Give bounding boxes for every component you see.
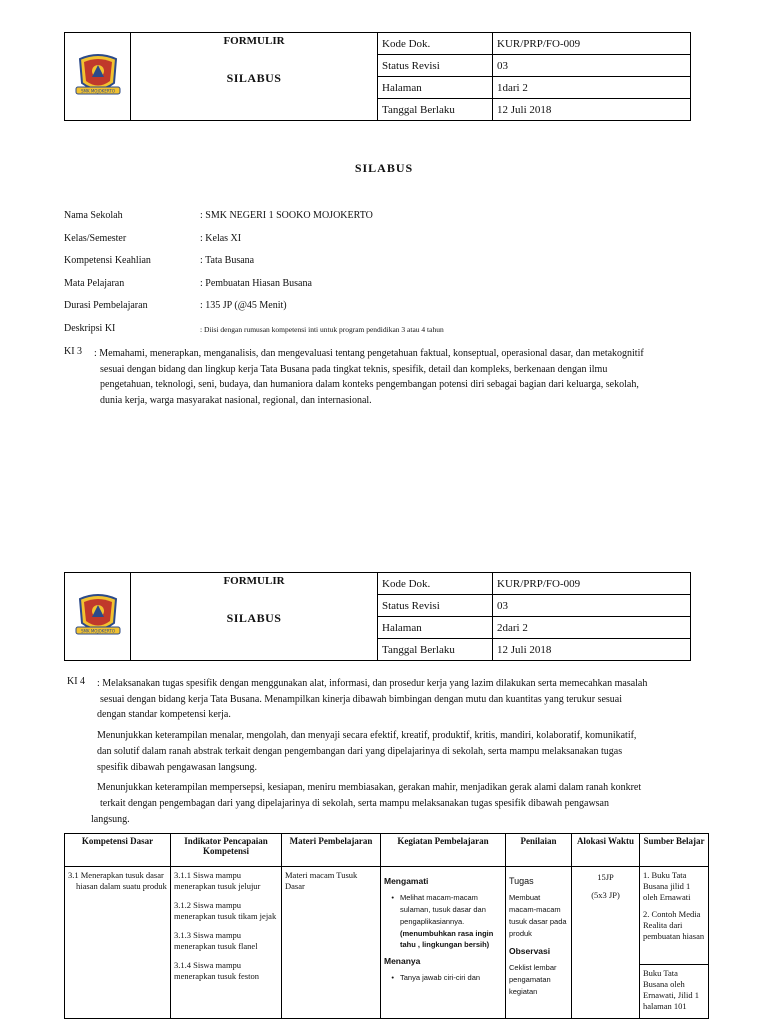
header-key: Kode Dok. [378,573,493,595]
alokasi-total: 15JP [597,872,614,882]
header-value: KUR/PRP/FO-009 [493,33,691,55]
form-header-1 [64,32,691,121]
materi-text: Materi macam Tusuk Dasar [285,870,358,891]
indikator-item: 3.1.3 Siswa mampu menerapkan tusuk flanel [174,930,258,951]
sumber-item: Buku Tata Busana oleh Ernawati, Jilid 1 halaman 101 [643,968,699,1011]
header-key: Status Revisi [378,55,493,77]
ki3-label: KI 3 [64,346,83,357]
paragraph-line: spesifik dibawah pengawasan langsung. [97,762,257,773]
paragraph-line: terkait dengan pengembagan dari yang dipelajarinya di sekolah, serta mampu melaksanakan tugas spesifik dibawah pengawsan [100,798,609,809]
header-value: KUR/PRP/FO-009 [493,573,691,595]
column-header: Penilaian [506,834,572,867]
column-header: Kompetensi Dasar [65,834,171,867]
skill-paragraph-2 [91,780,737,828]
info-label: Mata Pelajaran [64,277,125,289]
info-row [64,323,684,346]
column-header: Indikator Pencapaian Kompetensi [171,834,282,867]
list-item [384,892,502,928]
info-label: Durasi Pembelajaran [64,300,148,311]
sumber-item: 2. Contoh Media Realita dari pembuatan hiasan [643,909,705,941]
info-label: Nama Sekolah [64,210,123,221]
header-key: Halaman [378,77,493,99]
paragraph-line: Menunjukkan keterampilan mempersepsi, kesiapan, meniru membiasakan, gerakan mahir, menjadikan gerak alami dalam ranah konkret [97,782,642,793]
paragraph-line: langsung. [91,814,130,825]
info-row [64,233,684,256]
document-title: SILABUS [354,161,414,175]
kd-cell [65,867,171,1019]
header-value: 12 Juli 2018 [493,639,691,661]
info-value: : Tata Busana [200,255,255,266]
menanya-heading: Menanya [384,956,421,966]
header-key: Halaman [378,617,493,639]
tugas-text: Membuat macam-macam tusuk dasar pada produk [509,893,567,938]
kegiatan-cell [381,867,506,1019]
indikator-item: 3.1.4 Siswa mampu menerapkan tusuk feston [174,960,259,981]
observasi-text: Ceklist lembar pengamatan kegiatan [509,963,557,996]
mengamati-note: (menumbuhkan rasa ingin tahu , lingkungan bersih) [400,929,494,949]
column-header: Kegiatan Pembelajaran [381,834,506,867]
title-cell [131,33,378,121]
info-label: Deskripsi KI [64,322,116,334]
penilaian-cell [506,867,572,1019]
school-emblem-icon [70,53,126,97]
indikator-item: 3.1.1 Siswa mampu menerapkan tusuk jelujur [174,870,261,891]
ki4-text [97,676,737,723]
bullet-icon: • [391,973,394,982]
ki4-line: : Melaksanakan tugas spesifik dengan menggunakan alat, informasi, dan prosedur kerja yang lazim dilakukan serta memecahkan masalah [97,678,648,689]
logo-cell [65,573,131,661]
school-emblem-icon [70,593,126,637]
syllabus-table [64,833,709,1019]
mengamati-heading: Mengamati [384,876,429,886]
header-key: Kode Dok. [378,33,493,55]
title-cell [131,573,378,661]
paragraph-line: Menunjukkan keterampilan menalar, mengolah, dan menyaji secara efektif, kreatif, produktif, kritis, mandiri, kolaboratif, komunikatif, [97,730,637,741]
ki4-label: KI 4 [67,676,86,687]
ki3-line: sesuai dengan bidang dan lingkup kerja Tata Busana pada tingkat teknis, spesifik, detail dan kompleks, berkenaan dengan ilmu [100,363,608,375]
header-value: 1dari 2 [493,77,691,99]
ki4-line: sesuai dengan bidang kerja Tata Busana. Menampilkan kinerja dibawah bimbingan dengan mutu dan kuantitas yang terukur sesuai [100,693,623,705]
bullet-text: Melihat macam-macam sulaman, tusuk dasar dan pengaplikasiannya. [400,893,486,926]
info-value: : SMK NEGERI 1 SOOKO MOJOKERTO [200,210,373,221]
sumber-cell [640,965,709,1019]
header-key: Tanggal Berlaku [378,639,493,661]
materi-cell [282,867,381,1019]
ki4-line: dengan standar kompetensi kerja. [97,709,231,720]
bullet-text: Tanya jawab ciri-ciri dan [400,973,481,982]
skill-paragraph-1 [97,728,737,776]
formulir-label: FORMULIR [223,35,285,47]
sumber-cell [640,867,709,965]
column-header: Alokasi Waktu [572,834,640,867]
list-item [384,972,502,984]
header-key: Status Revisi [378,595,493,617]
info-value: : Pembuatan Hiasan Busana [200,277,312,289]
column-header: Materi Pembelajaran [282,834,381,867]
sumber-item: 1. Buku Tata Busana jilid 1 oleh Ernawati [643,870,691,902]
observasi-heading: Observasi [509,946,551,956]
header-value: 03 [493,55,691,77]
ki3-line: dunia kerja, warga masyarakat nasional, regional, dan internasional. [100,394,372,406]
logo-ribbon-text: SMK MOJOKERTO [80,88,115,94]
ki3-line: pengetahuan, teknologi, seni, budaya, dan humaniora dalam konteks pengembangan potensi diri sebagai bagian dari keluarga, sekolah, [100,379,639,390]
info-label: Kelas/Semester [64,232,127,244]
logo-ribbon-text: SMK MOJOKERTO [80,628,115,634]
kd-text: 3.1 Menerapkan tusuk dasar hiasan dalam suatu produk [68,870,167,891]
ki3-line: : Memahami, menerapkan, menganalisis, dan mengevaluasi tentang pengetahuan faktual, konseptual, operasional dasar, dan metakognitif [94,348,644,359]
silabus-label: SILABUS [226,71,282,85]
info-value: : Diisi dengan rumusan kompetensi inti untuk program pendidikan 3 atau 4 tahun [200,324,444,334]
ki3-text [94,346,734,408]
header-value: 03 [493,595,691,617]
alokasi-detail: (5x3 JP) [591,890,620,900]
paragraph-line: dan solutif dalam ranah abstrak terkait dengan pengembangan dari yang dipelajarinya di sekolah, serta mampu melaksanakan tugas [97,746,623,757]
school-info [64,210,684,345]
silabus-label: SILABUS [226,611,282,625]
info-row [64,300,684,323]
alokasi-cell [572,867,640,1019]
bullet-icon: • [391,893,394,902]
info-row [64,255,684,278]
info-label: Kompetensi Keahlian [64,255,151,266]
column-header: Sumber Belajar [640,834,709,867]
info-row [64,210,684,233]
info-row [64,278,684,301]
formulir-label: FORMULIR [223,575,285,587]
logo-cell [65,33,131,121]
header-value: 2dari 2 [493,617,691,639]
header-key: Tanggal Berlaku [378,99,493,121]
table-row [65,867,709,965]
info-value: : Kelas XI [200,232,242,244]
tugas-heading: Tugas [509,876,534,886]
form-header-2 [64,572,691,661]
header-value: 12 Juli 2018 [493,99,691,121]
indikator-item: 3.1.2 Siswa mampu menerapkan tusuk tikam jejak [174,900,277,921]
info-value: : 135 JP (@45 Menit) [200,300,287,311]
indikator-cell [171,867,282,1019]
